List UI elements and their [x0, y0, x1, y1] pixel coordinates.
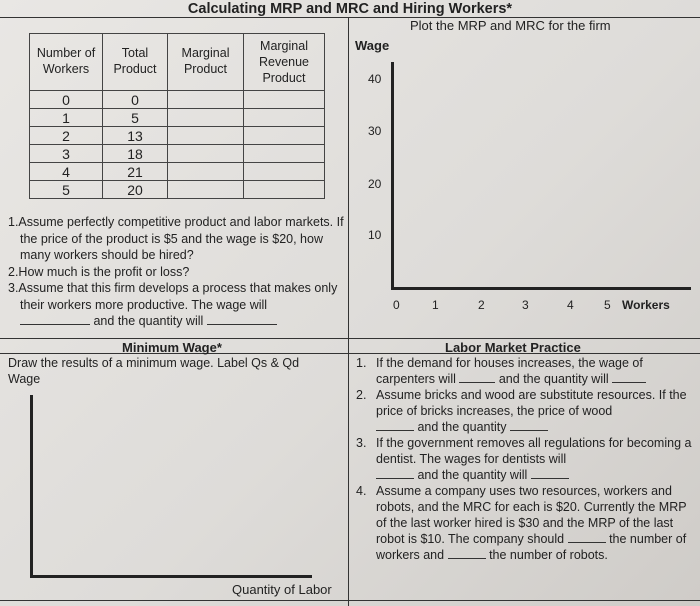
- questions-block: [8, 214, 348, 330]
- tp-cell: 13: [103, 127, 168, 145]
- item-text: and the quantity will: [417, 468, 528, 482]
- table-row: [30, 91, 325, 109]
- list-item: [356, 435, 694, 483]
- x-tick: 3: [522, 298, 529, 312]
- minimum-wage-title: Minimum Wage*: [122, 340, 222, 355]
- table-row: [30, 163, 325, 181]
- answer-blank[interactable]: [207, 313, 277, 325]
- minimum-wage-y-label: Wage: [8, 372, 41, 386]
- item-number: 2.: [356, 388, 367, 402]
- table-row: [30, 109, 325, 127]
- labor-market-list: [356, 355, 694, 563]
- tp-cell: 21: [103, 163, 168, 181]
- item-number: 4.: [356, 484, 367, 498]
- header-marginal-product: Marginal Product: [168, 34, 244, 91]
- question-3-text: 3.Assume that this firm develops a process that makes only their workers more productive. The wage will: [8, 281, 338, 312]
- item-text: the number of workers and: [376, 532, 687, 562]
- answer-blank[interactable]: [510, 419, 548, 431]
- plot-caption: Plot the MRP and MRC for the firm: [410, 18, 611, 33]
- question-3: [8, 280, 348, 330]
- answer-blank[interactable]: [448, 547, 486, 559]
- tp-cell: 0: [103, 91, 168, 109]
- center-divider: [348, 17, 349, 606]
- plot-x-label: Workers: [622, 298, 670, 312]
- item-text: and the quantity: [417, 420, 507, 434]
- workers-cell: 1: [30, 109, 103, 127]
- table-row: [30, 127, 325, 145]
- item-text: If the government removes all regulations for becoming a dentist. The wages for dentists will: [376, 436, 692, 466]
- mrp-table: [29, 33, 325, 199]
- table-row: [30, 145, 325, 163]
- mw-x-label: Quantity of Labor: [232, 582, 332, 597]
- mrp-cell[interactable]: [244, 163, 325, 181]
- workers-cell: 4: [30, 163, 103, 181]
- x-tick: 0: [393, 298, 400, 312]
- minimum-wage-instruction: Draw the results of a minimum wage. Label Qs & Qd: [8, 356, 300, 370]
- item-text: If the demand for houses increases, the wage of carpenters will: [376, 356, 643, 386]
- mrp-cell[interactable]: [244, 127, 325, 145]
- y-tick: 30: [368, 124, 382, 138]
- x-tick: 5: [604, 298, 611, 312]
- answer-blank[interactable]: [568, 531, 606, 543]
- item-text: the number of robots.: [489, 548, 608, 562]
- question-2: 2.How much is the profit or loss?: [8, 264, 190, 279]
- y-tick: 10: [368, 228, 382, 242]
- workers-cell: 2: [30, 127, 103, 145]
- mw-title-underline: [0, 353, 700, 354]
- answer-blank[interactable]: [612, 371, 646, 383]
- x-tick: 1: [432, 298, 439, 312]
- item-number: 3.: [356, 436, 367, 450]
- x-tick: 4: [567, 298, 574, 312]
- item-text: Assume bricks and wood are substitute resources. If the price of bricks increases, the price of wood: [376, 388, 687, 418]
- table-row: [30, 181, 325, 199]
- workers-cell: 0: [30, 91, 103, 109]
- item-number: 1.: [356, 356, 367, 370]
- mrp-cell[interactable]: [244, 91, 325, 109]
- question-1: 1.Assume perfectly competitive product and labor markets. If the price of the product is $5 and the wage is $20, how many workers should be hired?: [8, 215, 344, 262]
- plot-x-axis: [391, 287, 691, 290]
- header-total-product: Total Product: [103, 34, 168, 91]
- mrp-cell[interactable]: [244, 109, 325, 127]
- page-title: Calculating MRP and MRC and Hiring Workers*: [187, 1, 513, 17]
- answer-blank[interactable]: [459, 371, 495, 383]
- question-3-quantity: and the quantity will: [93, 314, 204, 328]
- answer-blank[interactable]: [20, 313, 90, 325]
- answer-blank[interactable]: [531, 467, 569, 479]
- answer-blank[interactable]: [376, 467, 414, 479]
- mp-cell[interactable]: [168, 163, 244, 181]
- list-item: [356, 483, 694, 563]
- bottom-border: [0, 600, 700, 601]
- mp-cell[interactable]: [168, 109, 244, 127]
- plot-y-axis: [391, 62, 394, 290]
- mp-cell[interactable]: [168, 181, 244, 199]
- list-item: [356, 355, 694, 387]
- mp-cell[interactable]: [168, 145, 244, 163]
- mrp-cell[interactable]: [244, 181, 325, 199]
- tp-cell: 20: [103, 181, 168, 199]
- item-text: and the quantity will: [498, 372, 609, 386]
- answer-blank[interactable]: [376, 419, 414, 431]
- workers-cell: 3: [30, 145, 103, 163]
- x-tick: 2: [478, 298, 485, 312]
- y-tick: 40: [368, 72, 382, 86]
- tp-cell: 5: [103, 109, 168, 127]
- header-mrp: Marginal Revenue Product: [244, 34, 325, 91]
- labor-market-title: Labor Market Practice: [445, 340, 581, 355]
- plot-y-label: Wage: [355, 38, 390, 53]
- minimum-wage-instructions: [8, 355, 348, 387]
- mp-cell[interactable]: [168, 91, 244, 109]
- mw-y-axis: [30, 395, 33, 577]
- mrp-cell[interactable]: [244, 145, 325, 163]
- mw-x-axis: [30, 575, 312, 578]
- list-item: [356, 387, 694, 435]
- middle-divider: [0, 338, 700, 339]
- workers-cell: 5: [30, 181, 103, 199]
- tp-cell: 18: [103, 145, 168, 163]
- y-tick: 20: [368, 177, 382, 191]
- item-text: Assume a company uses two resources, workers and robots, and the MRC for each is $20. Currently the MRP of the last worker hired is $30 and the MRP of the last robot is $10. The company should: [376, 484, 687, 546]
- mp-cell[interactable]: [168, 127, 244, 145]
- header-workers: Number of Workers: [30, 34, 103, 91]
